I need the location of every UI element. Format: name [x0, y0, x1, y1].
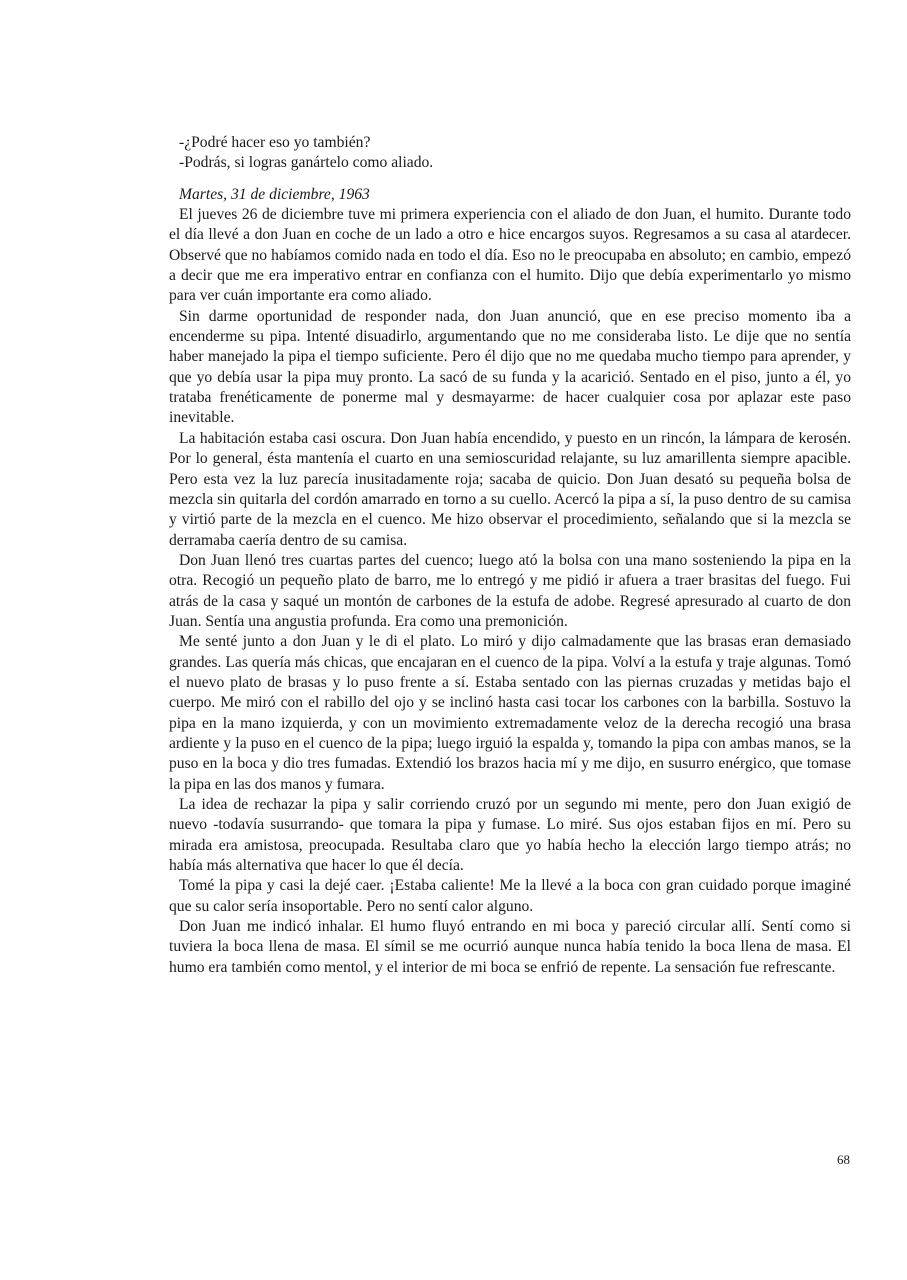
paragraph-5: Me senté junto a don Juan y le di el plato. Lo miró y dijo calmadamente que las brasas eran demasiado grandes. Las quería más chicas, que encajaran en el cuenco de la pipa. Volví a la estufa y traje algunas. Tomó el nuevo plato de brasas y lo puso frente a sí. Estaba sentado con las piernas cruzadas y metidas bajo el cuerpo. Me miró con el rabillo del ojo y se inclinó hasta casi tocar los carbones con la barbilla. Sostuvo la pipa en la mano izquierda, y con un movimiento extremadamente veloz de la derecha recogió una brasa ardiente y la puso en el cuenco de la pipa; luego irguió la espalda y, tomando la pipa con ambas manos, se la puso en la boca y dio tres fumadas. Extendió los brazos hacia mí y me dijo, en susurro enérgico, que tomase la pipa en las dos manos y fumara. — [169, 633, 851, 793]
paragraph-1: El jueves 26 de diciembre tuve mi primera experiencia con el aliado de don Juan, el humito. Durante todo el día llevé a don Juan en coche de un lado a otro e hice encargos suyos. Regresamos a su casa al atardecer. Observé que no habíamos comido nada en todo el día. Eso no le preocupaba en absoluto; en cambio, empezó a decir que me era imperativo entrar en confianza con el humito. Dijo que debía experimentarlo yo mismo para ver cuán importante era como aliado. — [169, 206, 851, 305]
paragraph-7: Tomé la pipa y casi la dejé caer. ¡Estaba caliente! Me la llevé a la boca con gran cuidado porque imaginé que su calor sería insoportable. Pero no sentí calor alguno. — [169, 877, 851, 915]
page-number: 68 — [837, 1152, 850, 1167]
paragraph-2: Sin darme oportunidad de responder nada, don Juan anunció, que en ese preciso momento iba a encenderme su pipa. Intenté disuadirlo, argumentando que no me consideraba listo. Le dije que no sentía haber manejado la pipa el tiempo suficiente. Pero él dijo que no me quedaba mucho tiempo para aprender, y que yo debía usar la pipa muy pronto. La sacó de su funda y la acarició. Sentado en el piso, junto a él, yo trataba frenéticamente de ponerme mal y desmayarme: de hacer cualquier cosa por aplazar este paso inevitable. — [169, 307, 851, 427]
paragraph-8: Don Juan me indicó inhalar. El humo fluyó entrando en mi boca y pareció circular allí. Sentí como si tuviera la boca llena de masa. El símil se me ocurrió aunque nunca había tenido la boca llena de masa. El humo era también como mentol, y el interior de mi boca se enfrió de repente. La sensación fue refrescante. — [169, 918, 851, 976]
paragraph-4: Don Juan llenó tres cuartas partes del cuenco; luego ató la bolsa con una mano sosteniendo la pipa en la otra. Recogió un pequeño plato de barro, me lo entregó y me pidió ir afuera a traer brasitas del fuego. Fui atrás de la casa y saqué un montón de carbones de la estufa de adobe. Regresé apresurado al cuarto de don Juan. Sentía una angustia profunda. Era como una premonición. — [169, 551, 851, 630]
paragraph-3: La habitación estaba casi oscura. Don Juan había encendido, y puesto en un rincón, la lámpara de kerosén. Por lo general, ésta mantenía el cuarto en una semioscuridad relajante, su luz amarillenta siempre apacible. Pero esta vez la luz parecía inusitadamente roja; sacaba de quicio. Don Juan desató su pequeña bolsa de mezcla sin quitarla del cordón amarrado en torno a su cuello. Acercó la pipa a sí, la puso dentro de su camisa y virtió parte de la mezcla en el cuenco. Me hizo observar el procedimiento, señalando que si la mezcla se derramaba caería dentro de su camisa. — [169, 429, 851, 549]
dialogue-line-2: -Podrás, si logras ganártelo como aliado. — [179, 154, 434, 172]
date-heading: Martes, 31 de diciembre, 1963 — [179, 185, 370, 203]
paragraph-6: La idea de rechazar la pipa y salir corriendo cruzó por un segundo mi mente, pero don Juan exigió de nuevo -todavía susurrando- que tomara la pipa y fumase. Lo miré. Sus ojos estaban fijos en mí. Pero su mirada era amistosa, preocupada. Resultaba claro que yo había hecho la elección largo tiempo atrás; no había más alternativa que hacer lo que él decía. — [169, 796, 851, 875]
dialogue-line-1: -¿Podré hacer eso yo también? — [179, 134, 371, 151]
page-body — [169, 133, 851, 978]
